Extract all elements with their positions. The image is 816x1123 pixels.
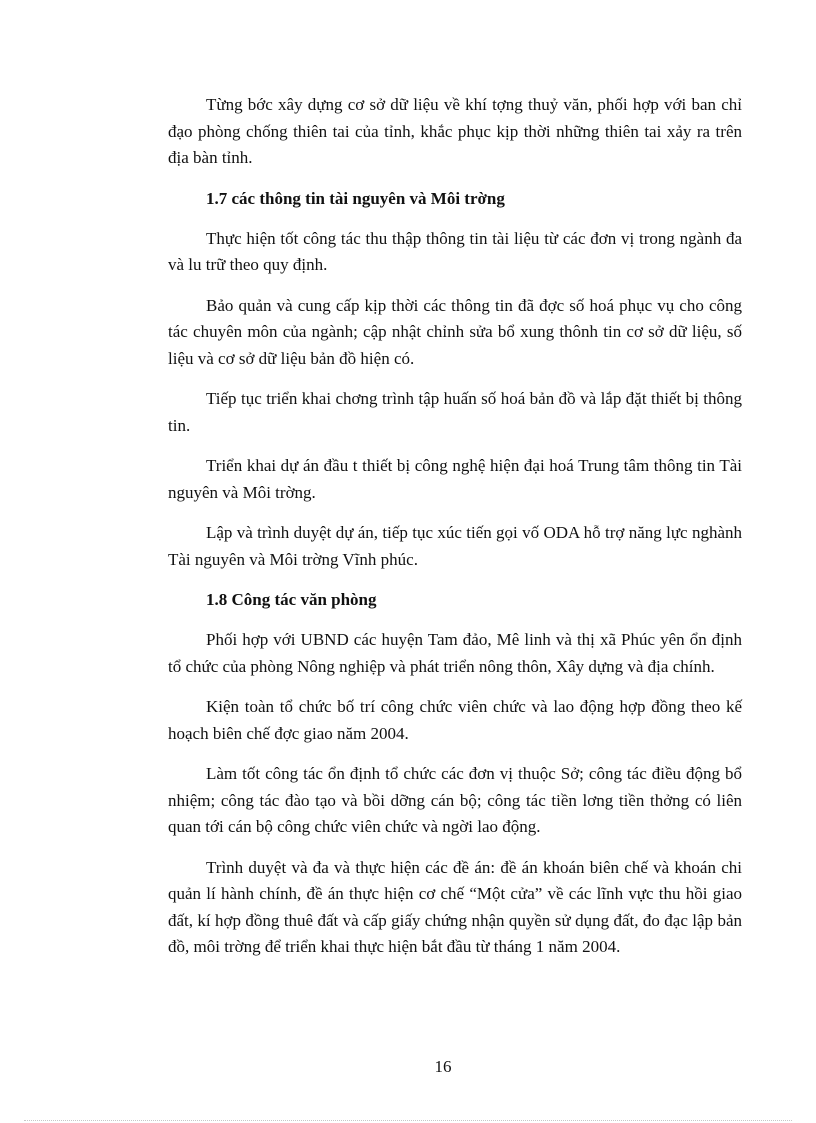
paragraph-10: Trình duyệt và đa và thực hiện các đề án: đề án khoán biên chế và khoán chi quản lí hành chính, đề án thực hiện cơ chế “Một cửa” về các lĩnh vực thu hồi giao đất, kí hợp đồng thuê đất và cấp giấy chứng nhận quyền sử dụng đất, đo đạc lập bản đồ, môi trờng để triển khai thực hiện bắt đầu từ tháng 1 năm 2004.	[168, 857, 742, 956]
paragraph-4: Tiếp tục triển khai chơng trình tập huấn số hoá bản đồ và lắp đặt thiết bị thông tin.	[168, 389, 742, 435]
section-heading-1-8: 1.8 Công tác văn phòng	[206, 590, 377, 609]
page-bottom-rule	[24, 1120, 792, 1121]
paragraph-2: Thực hiện tốt công tác thu thập thông tin tài liệu từ các đơn vị trong ngành đa và lu trữ theo quy định.	[168, 228, 742, 274]
page-number: 16	[434, 1057, 452, 1076]
paragraph-9: Làm tốt công tác ổn định tổ chức các đơn vị thuộc Sở; công tác điều động bổ nhiệm; công tác đào tạo và bồi dỡng cán bộ; công tác tiền lơng tiền thởng có liên quan tới cán bộ công chức viên chức và ngời lao động.	[168, 764, 742, 836]
body-text	[168, 92, 742, 975]
paragraph-5: Triển khai dự án đầu t thiết bị công nghệ hiện đại hoá Trung tâm thông tin Tài nguyên và Môi trờng.	[168, 456, 742, 502]
paragraph-1: Từng bớc xây dựng cơ sở dữ liệu về khí tợng thuỷ văn, phối hợp với ban chỉ đạo phòng chống thiên tai của tỉnh, khắc phục kịp thời những thiên tai xảy ra trên địa bàn tỉnh.	[168, 95, 742, 167]
section-heading-1-7: 1.7 các thông tin tài nguyên và Môi trờng	[206, 188, 505, 208]
paragraph-7: Phối hợp với UBND các huyện Tam đảo, Mê linh và thị xã Phúc yên ổn định tổ chức của phòng Nông nghiệp và phát triển nông thôn, Xây dựng và địa chính.	[168, 630, 742, 676]
paragraph-8: Kiện toàn tổ chức bố trí công chức viên chức và lao động hợp đồng theo kế hoạch biên chế đợc giao năm 2004.	[168, 697, 742, 743]
paragraph-6: Lập và trình duyệt dự án, tiếp tục xúc tiến gọi vố ODA hỗ trợ năng lực nghành Tài nguyên và Môi trờng Vĩnh phúc.	[168, 523, 742, 569]
paragraph-3: Bảo quản và cung cấp kịp thời các thông tin đã đợc số hoá phục vụ cho công tác chuyên môn của ngành; cập nhật chỉnh sửa bổ xung thônh tin cơ sở dữ liệu, số liệu và cơ sở dữ liệu bản đồ hiện có.	[168, 295, 742, 368]
